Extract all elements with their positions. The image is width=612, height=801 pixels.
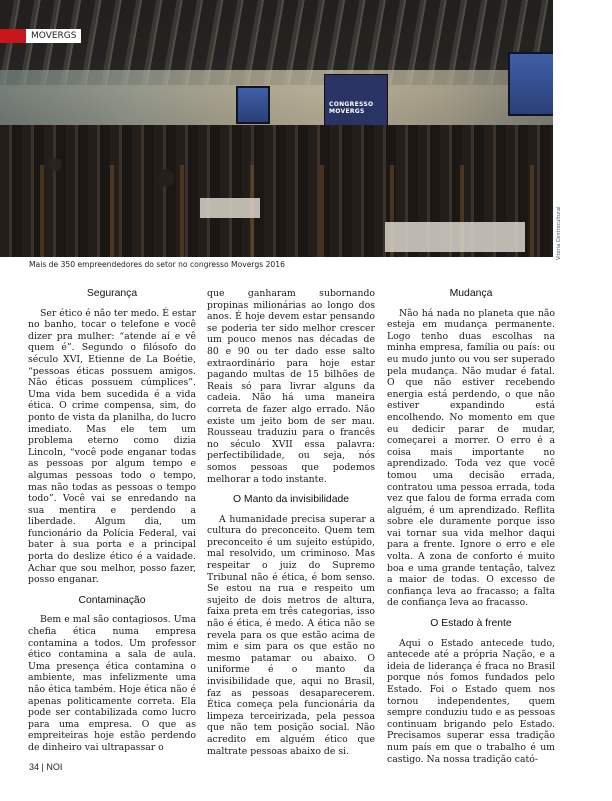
photo-caption: Mais de 350 empreendedores do setor no congresso Movergs 2016	[29, 260, 285, 269]
section-tag-label: MOVERGS	[26, 29, 81, 43]
section-heading: Mudança	[449, 288, 493, 299]
photo-credit: Vitória Centrocultural	[556, 206, 562, 260]
section-tag	[0, 29, 92, 43]
paragraph: Bem e mal são contagiosos. Uma chefia ética numa empresa contamina a todos. Um professor ético contamina a sala de aula. Uma presença ética contamina o ambiente, mas infelizmente uma não ética também. Hoje ética não é apenas politicamente correta. Ela pode ser contabilizada como lucro para uma empresa. O que as empreiteiras hoje estão perdendo de dinheiro vai ultrapassar o	[28, 614, 196, 753]
section-heading: Contaminação	[78, 594, 146, 606]
paragraph: que ganharam subornando propinas milionárias ao longo dos anos. É hoje devem estar pensando se poderia ter sido melhor crescer um pouco menos nas décadas de 80 e 90 ou ter dado esse salto extraordinário para hoje estar pagando multas de 15 bilhões de Reais só para livrar alguns da cadeia. Não há uma maneira correta de fazer algo errado. Não existe um jeito bom de ser mau. Rousseau traduziu para o francês no século XVII essa palavra: perfectibilidade, ou seja, nós somos pessoas que podemos melhorar a todo instante.	[207, 288, 375, 485]
section-heading: O Manto da invisibilidade	[232, 494, 350, 506]
article-column-1	[28, 288, 196, 754]
paragraph: Não há nada no planeta que não esteja em mudança permanente. Logo tenho duas escolhas na minha empresa, família ou país: ou eu mudo junto ou vou ser superado pela mudança. Não mudar é fatal. O que não estiver recebendo energia está perdendo, o que não estiver expandindo está encolhendo. No momento em que eu dedicir parar de mudar, começarei a morrer. O erro é a coisa mais importante no aprendizado. Toda vez que você tomou uma decisão errada, contratou uma pessoa errada, toda vez que falou de forma errada com alguém, é um aprendizado. Reflita sobre ele duramente porque isso vai tornar sua vida melhor daqui para a frente. Ignore o erro e ele volta. A zona de conforto é muito boa e uma grande tentação, talvez a maior de todas. O excesso de confiança leva ao fracasso; a falta de confiança leva ao fracasso.	[387, 307, 555, 609]
footer-separator: |	[41, 762, 44, 772]
article-column-3	[387, 288, 555, 765]
article-column-2	[207, 288, 375, 757]
paragraph: Aqui o Estado antecede tudo, antecede até a própria Nação, e a ideia de liderança é fraca no Brasil porque nós fomos fundados pelo Estado. Foi o Estado quem nos tornou independentes, quem sempre conduziu tudo e as pessoas continuam brigando pelo Estado. Precisamos superar essa tradição num país em que o trabalho é um castigo. Na nossa tradição cató-	[387, 637, 555, 765]
projection-screen-right	[508, 52, 553, 116]
paragraph: A humanidade precisa superar a cultura do preconceito. Quem tem preconceito é um sujeito estúpido, mal resolvido, um criminoso. Mas respeitar o juiz do Supremo Tribunal não é ética, é bom senso. Se estou na rua e respeito um sujeito de dois metros de altura, faixa preta em três categorias, isso não é ética, é medo. A ética não se revela para os que estão acima de mim e sim para os que estão no mesmo patamar ou abaixo. O uniforme é o manto da invisibilidade que, aqui no Brasil, faz as pessoas desaparecerem. Ética começa pela funcionária da limpeza terceirizada, pela pessoa que não tem posição social. Não acredito em alguém ético que maltrate pessoas abaixo de si.	[207, 513, 375, 757]
projection-screen-left	[236, 86, 270, 124]
page-footer	[29, 762, 62, 772]
event-photo	[0, 0, 553, 257]
section-tag-marker	[0, 29, 26, 43]
table	[385, 222, 525, 252]
section-heading: O Estado à frente	[430, 618, 512, 630]
page-number: 34	[29, 762, 40, 772]
table	[200, 198, 260, 218]
magazine-name: NOI	[46, 762, 63, 772]
stage-banner-text: CONGRESSO MOVERGS	[329, 101, 374, 115]
paragraph: Ser ético é não ter medo. É estar no banho, tocar o telefone e você dizer pra mulher: “atende aí e vê quem é”. Segundo o filósofo do século XVI, Etienne de La Boétie, “pessoas éticas possuem amigos. Não éticas possuem cúmplices”. Uma vida bem sucedida é a vida ética. O crime compensa, sim, do ponto de vista da planilha, do lucro imediato. Mas ele tem um problema eterno como dizia Lincoln, “você pode enganar todas as pessoas por algum tempo e algumas pessoas todo o tempo, mas não todas as pessoas o tempo todo”. Você vai se enredando na sua mentira e perdendo a liberdade. Algum dia, um funcionário da Polícia Federal, vai bater à sua porta e a principal porta do deslize ético é a vaidade. Achar que sou melhor, posso fazer, posso enganar.	[28, 307, 196, 586]
section-heading: Segurança	[86, 288, 138, 299]
